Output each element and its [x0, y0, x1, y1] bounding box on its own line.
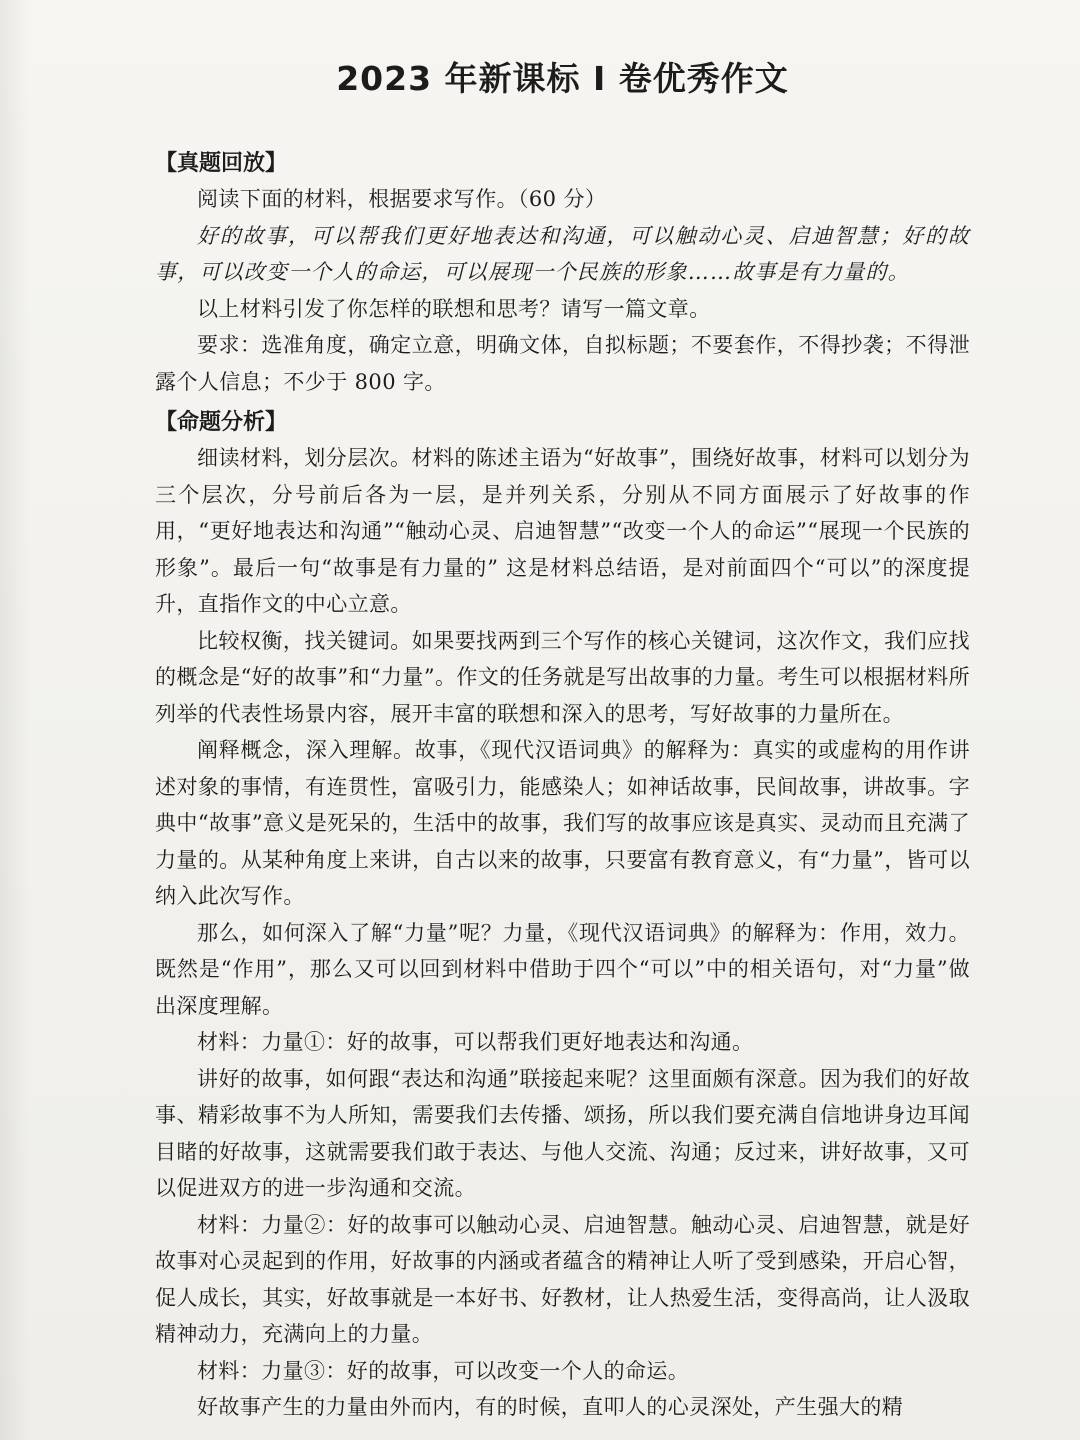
section-heading-analysis: 【命题分析】: [155, 410, 288, 435]
page-title: 2023 年新课标 Ⅰ 卷优秀作文: [336, 59, 789, 98]
analysis-paragraph: 讲好的故事，如何跟“表达和沟通”联接起来呢？这里面颇有深意。因为我们的好故事、精彩故事不为人所知，需要我们去传播、颂扬，所以我们要充满自信地讲身边耳闻目睹的好故事，这就需要我们敢于表达、与他人交流、沟通；反过来，讲好故事，又可以促进双方的进一步沟通和交流。: [155, 1066, 970, 1200]
prompt-paragraph: 以上材料引发了你怎样的联想和思考？请写一篇文章。: [197, 296, 711, 321]
analysis-paragraph: 阐释概念，深入理解。故事，《现代汉语词典》的解释为：真实的或虚构的用作讲述对象的事情，有连贯性，富吸引力，能感染人；如神话故事，民间故事，讲故事。字典中“故事”意义是死呆的，生活中的故事，我们写的故事应该是真实、灵动而且充满了力量的。从某种角度上来讲，自古以来的故事，只要富有教育意义，有“力量”，皆可以纳入此次写作。: [155, 738, 970, 908]
instruction-paragraph: 阅读下面的材料，根据要求写作。（60 分）: [197, 187, 607, 211]
analysis-paragraph: 好故事产生的力量由外而内，有的时候，直叩人的心灵深处，产生强大的精: [197, 1395, 904, 1419]
analysis-paragraph: 细读材料，划分层次。材料的陈述主语为“好故事”，围绕好故事，材料可以划分为三个层次，分号前后各为一层，是并列关系，分别从不同方面展示了好故事的作用，“更好地表达和沟通”“触动心灵、启迪智慧”“改变一个人的命运”“展现一个民族的形象”。最后一句“故事是有力量的” 这是材料总结语，是对前面四个“可以”的深度提升，直指作文的中心立意。: [155, 446, 970, 616]
analysis-paragraph: 材料：力量①：好的故事，可以帮我们更好地表达和沟通。: [197, 1030, 754, 1054]
analysis-paragraph: 材料：力量②：好的故事可以触动心灵、启迪智慧。触动心灵、启迪智慧，就是好故事对心灵起到的作用，好故事的内涵或者蕴含的精神让人听了受到感染，开启心智，促人成长，其实，好故事就是一本好书、好教材，让人热爱生活，变得高尚，让人汲取精神动力，充满向上的力量。: [155, 1212, 970, 1346]
analysis-paragraph: 材料：力量③：好的故事，可以改变一个人的命运。: [197, 1358, 690, 1383]
requirements-paragraph: 要求：选准角度，确定立意，明确文体，自拟标题；不要套作，不得抄袭；不得泄露个人信息；不少于 800 字。: [155, 333, 970, 394]
section-heading-question-review: 【真题回放】: [155, 151, 288, 176]
material-paragraph: 好的故事，可以帮我们更好地表达和沟通，可以触动心灵、启迪智慧；好的故事，可以改变一个人的命运，可以展现一个民族的形象……故事是有力量的。: [155, 223, 970, 284]
analysis-paragraph: 那么，如何深入了解“力量”呢？力量，《现代汉语词典》的解释为：作用，效力。既然是“作用”，那么又可以回到材料中借助于四个“可以”中的相关语句，对“力量”做出深度理解。: [155, 920, 970, 1018]
analysis-paragraph: 比较权衡，找关键词。如果要找两到三个写作的核心关键词，这次作文，我们应找的概念是“好的故事”和“力量”。作文的任务就是写出故事的力量。考生可以根据材料所列举的代表性场景内容，展开丰富的联想和深入的思考，写好故事的力量所在。: [155, 628, 970, 726]
